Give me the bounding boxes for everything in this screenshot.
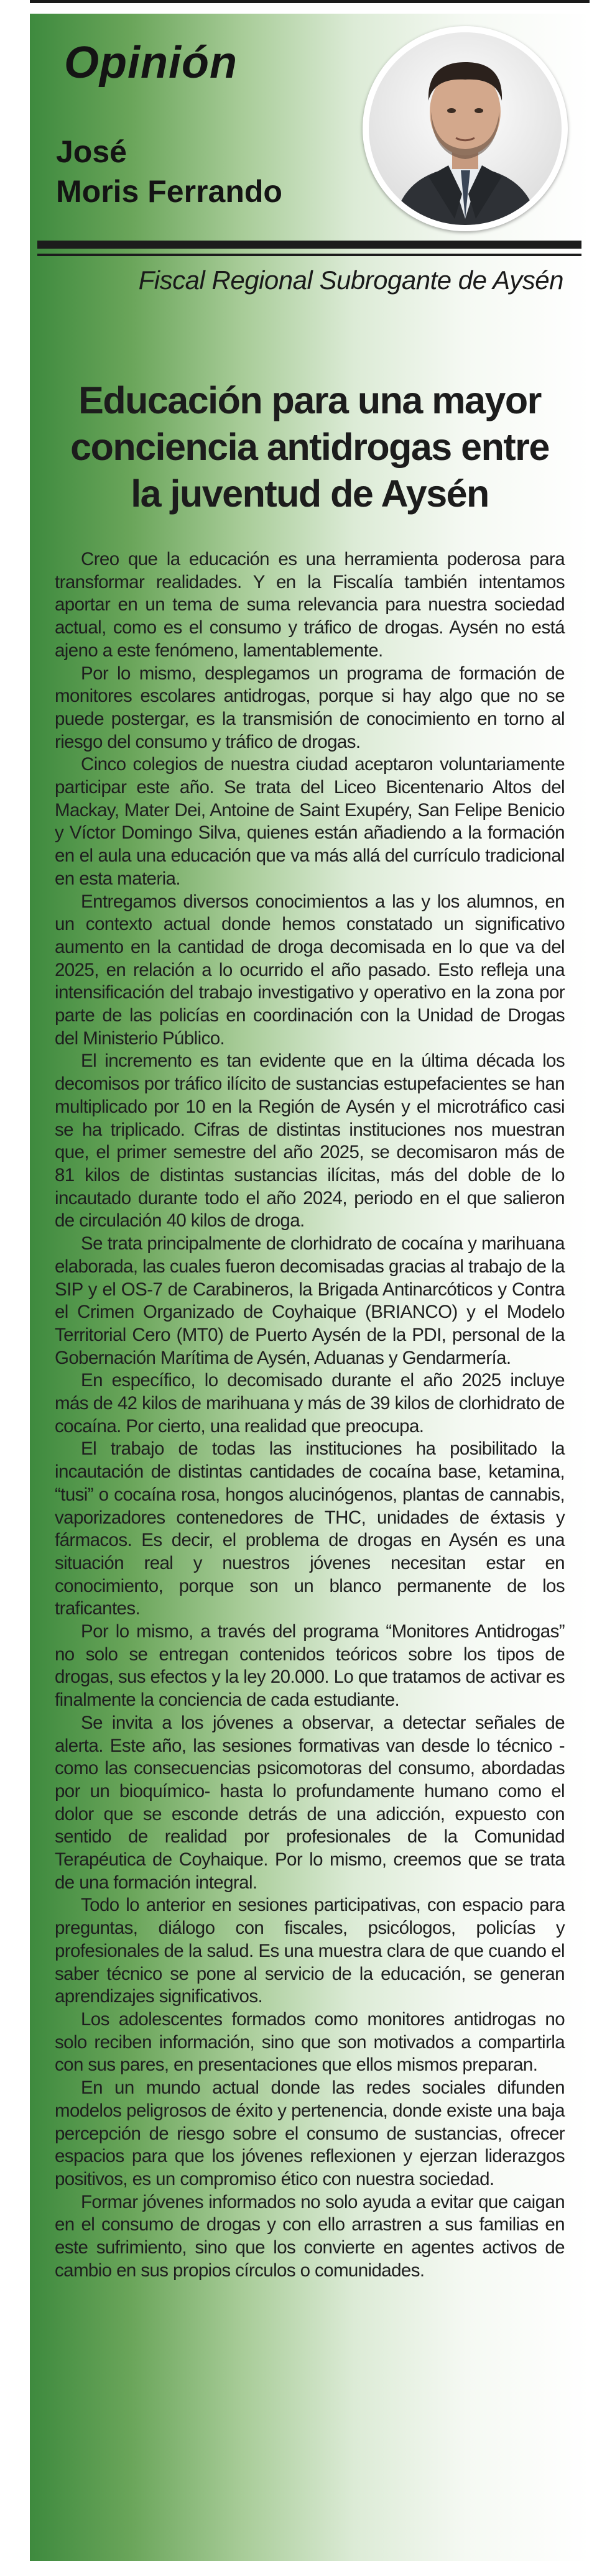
article-paragraph: Se trata principalmente de clorhidrato de cocaína y marihuana elaborada, las cuales fueron decomisadas gracias al trabajo de la SIP y el OS-7 de Carabineros, la Brigada Antinarcóticos y Contra el Crimen Organizado de Coyhaique (BRIANCO) y el Modelo Territorial Cero (MT0) de Puerto Aysén de la PDI, personal de la Gobernación Marítima de Aysén, Aduanas y Gendarmería. — [55, 1233, 565, 1368]
header-rule-thick — [37, 241, 581, 249]
header-rule-thin — [37, 254, 581, 256]
author-portrait-image — [369, 32, 562, 225]
article-paragraph: Por lo mismo, desplegamos un programa de formación de monitores escolares antidrogas, porque si hay algo que no se puede postergar, es la transmisión de conocimiento en torno al riesgo del consumo y tráfico de drogas. — [55, 663, 565, 752]
article-body — [55, 548, 565, 2282]
article-paragraph: Creo que la educación es una herramienta poderosa para transformar realidades. Y en la Fiscalía también intentamos aportar en un tema de suma relevancia para nuestra sociedad actual, como es el consumo y tráfico de drogas. Aysén no está ajeno a este fenómeno, lamentablemente. — [55, 549, 565, 661]
top-rule — [30, 0, 590, 3]
author-last-name: Moris Ferrando — [56, 174, 282, 209]
author-role: Fiscal Regional Subrogante de Aysén — [138, 265, 563, 295]
article-paragraph: Por lo mismo, a través del programa “Monitores Antidrogas” no solo se entregan contenidos teóricos sobre los tipos de drogas, sus efectos y la ley 20.000. Lo que tratamos de activar es finalmente la conciencia de cada estudiante. — [55, 1621, 565, 1711]
opinion-column — [30, 14, 590, 2561]
article-paragraph: En un mundo actual donde las redes sociales difunden modelos peligrosos de éxito y pertenencia, donde existe una baja percepción de riesgo sobre el consumo de sustancias, ofrecer espacios para que los jóvenes reflexionen y ejerzan liderazgos positivos, es un compromiso ético con nuestra sociedad. — [55, 2077, 565, 2189]
article-paragraph: Entregamos diversos conocimientos a las y los alumnos, en un contexto actual donde hemos constatado un significativo aumento en la cantidad de droga decomisada en lo que va del 2025, en relación a lo ocurrido el año pasado. Esto refleja una intensificación del trabajo investigativo y operativo en la zona por parte de las policías en coordinación con la Unidad de Drogas del Ministerio Público. — [55, 891, 565, 1049]
article-paragraph: El incremento es tan evidente que en la última década los decomisos por tráfico ilícito de sustancias estupefacientes se han multiplicado por 10 en la Región de Aysén y el microtráfico casi se ha triplicado. Cifras de distintas instituciones nos muestran que, el primer semestre del año 2025, se decomisaron más de 81 kilos de distintas sustancias ilícitas, más del doble de lo incautado durante todo el año 2024, periodo en el que salieron de circulación 40 kilos de droga. — [55, 1051, 565, 1231]
article-paragraph: Cinco colegios de nuestra ciudad aceptaron voluntariamente participar este año. Se trata del Liceo Bicentenario Altos del Mackay, Mater Dei, Antoine de Saint Exupéry, San Felipe Benicio y Víctor Domingo Silva, quienes están añadiendo a la formación en el aula una educación que va más allá del currículo tradicional en esta materia. — [55, 754, 565, 889]
article-paragraph: Se invita a los jóvenes a observar, a detectar señales de alerta. Este año, las sesiones formativas van desde lo técnico -como las consecuencias psicomotoras del consumo, abordadas por un bioquímico- hasta lo profundamente humano como el dolor que se esconde detrás de una adicción, expuesto con sentido de realidad por profesionales de la Comunidad Terapéutica de Coyhaique. Por lo mismo, creemos que se trata de una formación integral. — [55, 1712, 565, 1893]
author-name — [56, 132, 282, 211]
column-header — [30, 14, 590, 306]
article-headline: Educación para una mayor conciencia antidrogas entre la juventud de Aysén — [70, 379, 549, 515]
section-label: Opinión — [64, 38, 238, 88]
author-photo — [363, 26, 568, 231]
article-paragraph: Los adolescentes formados como monitores antidrogas no solo reciben información, sino que son motivados a compartirla con sus pares, en presentaciones que ellos mismos preparan. — [55, 2009, 565, 2076]
article-paragraph: El trabajo de todas las instituciones ha posibilitado la incautación de distintas cantidades de cocaína base, ketamina, “tusi” o cocaína rosa, hongos alucinógenos, plantas de cannabis, vaporizadores contenedores de THC, unidades de éxtasis y fármacos. Es decir, el problema de drogas en Aysén es una situación real y nuestros jóvenes necesitan estar en conocimiento, porque son un blanco permanente de los traficantes. — [55, 1438, 565, 1619]
article-paragraph: En específico, lo decomisado durante el año 2025 incluye más de 42 kilos de marihuana y más de 39 kilos de clorhidrato de cocaína. Por cierto, una realidad que preocupa. — [55, 1370, 565, 1437]
article-paragraph: Todo lo anterior en sesiones participativas, con espacio para preguntas, diálogo con fiscales, psicólogos, policías y profesionales de la salud. Es una muestra clara de que cuando el saber técnico se pone al servicio de la educación, se generan aprendizajes significativos. — [55, 1895, 565, 2007]
author-first-name: José — [56, 134, 127, 169]
article-paragraph: Formar jóvenes informados no solo ayuda a evitar que caigan en el consumo de drogas y con ello arrastren a sus familias en este sufrimiento, sino que los convierte en agentes activos de cambio en sus propios círculos o comunidades. — [55, 2191, 565, 2281]
